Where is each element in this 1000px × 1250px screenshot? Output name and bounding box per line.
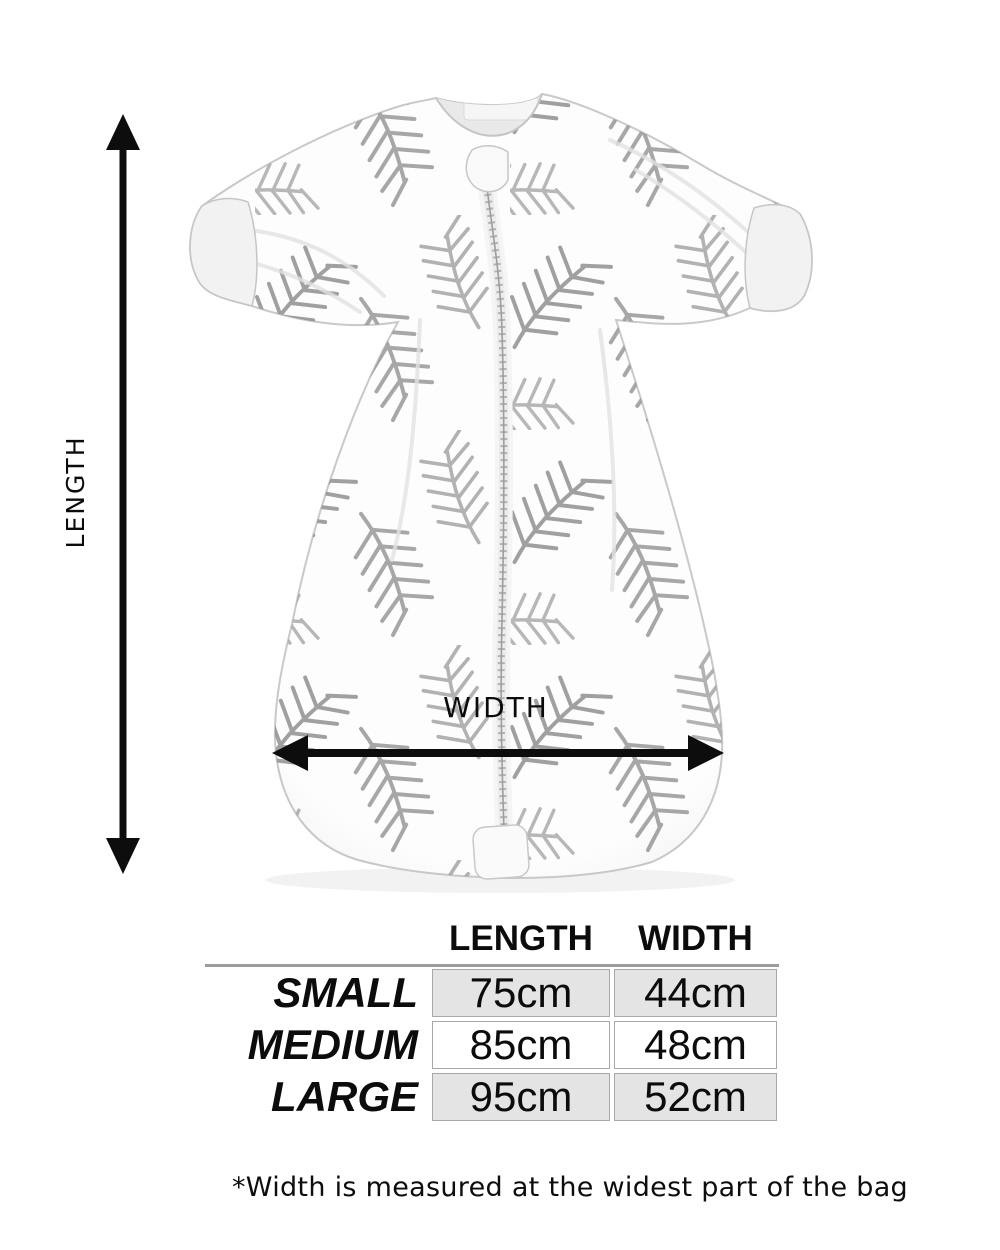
cell-medium-width: 48cm	[614, 1021, 777, 1069]
size-table	[205, 918, 779, 1123]
double-arrow-vertical-icon	[106, 114, 140, 874]
cell-small-length: 75cm	[432, 969, 610, 1017]
right-cuff	[745, 205, 812, 311]
cell-large-length: 95cm	[432, 1073, 610, 1121]
cell-small-width: 44cm	[614, 969, 777, 1017]
row-label-medium: MEDIUM	[247, 1021, 418, 1068]
row-label-small: SMALL	[273, 969, 418, 1016]
size-table-body	[205, 967, 779, 1123]
header-length: LENGTH	[449, 919, 593, 958]
cell-medium-length: 85cm	[432, 1021, 610, 1069]
zipper-guard-tab	[466, 146, 508, 192]
sleep-bag-illustration	[190, 94, 812, 880]
back-collar	[464, 96, 538, 120]
width-footnote: *Width is measured at the widest part of the bag	[231, 1172, 908, 1203]
left-cuff	[190, 199, 257, 306]
length-label: LENGTH	[61, 435, 90, 549]
header-width: WIDTH	[638, 919, 753, 958]
cell-large-width: 52cm	[614, 1073, 777, 1121]
row-label-large: LARGE	[271, 1073, 418, 1120]
size-table-header	[205, 918, 779, 964]
width-label: WIDTH	[443, 691, 549, 724]
bottom-zipper-tab	[472, 824, 529, 880]
